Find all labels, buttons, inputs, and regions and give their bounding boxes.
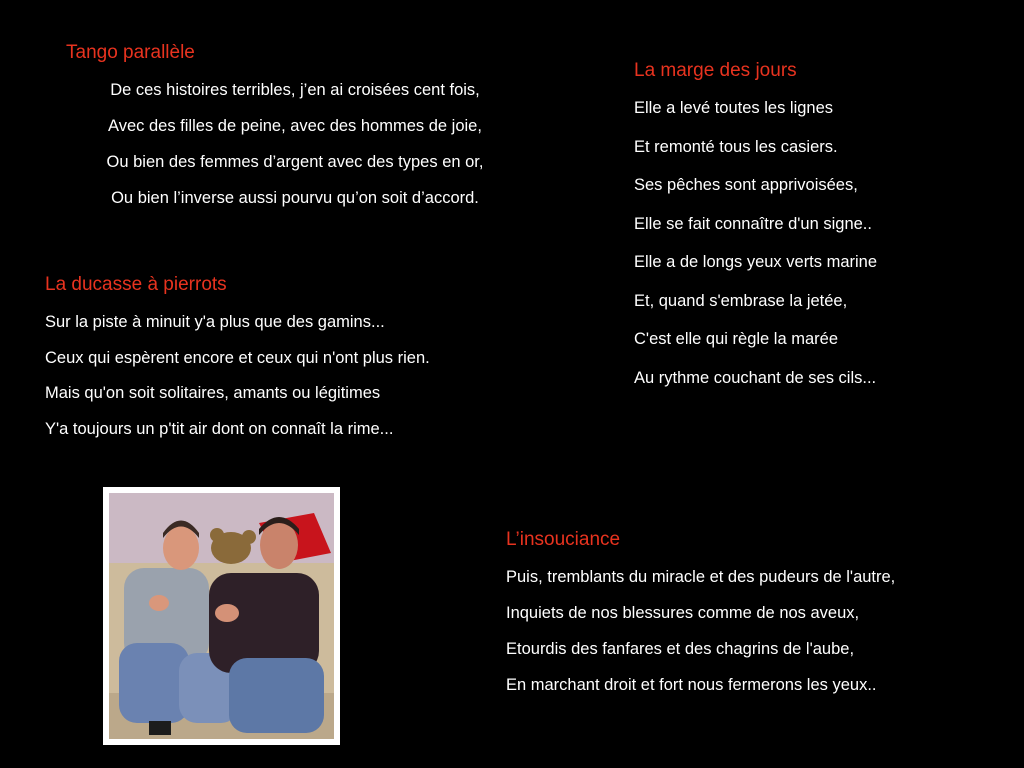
poem-lines [45, 312, 565, 439]
poem-line: Y'a toujours un p'tit air dont on connaît la rime... [45, 419, 394, 438]
poem-line: Ou bien des femmes d’argent avec des types en or, [106, 153, 484, 171]
poem-line: Ou bien l’inverse aussi pourvu qu’on soit d’accord. [111, 189, 479, 207]
poem-marge [634, 60, 1014, 406]
poem-insouciance [506, 529, 1016, 711]
poem-line: Et remonté tous les casiers. [634, 137, 838, 156]
poem-line: En marchant droit et fort nous fermerons les yeux.. [506, 676, 877, 694]
poem-line: De ces histoires terribles, j’en ai croisées cent fois, [110, 81, 480, 99]
poem-line: Au rythme couchant de ses cils... [634, 368, 877, 387]
poem-title: La marge des jours [634, 60, 797, 81]
poem-line: Elle a levé toutes les lignes [634, 99, 834, 117]
poem-line: Elle a de longs yeux verts marine [634, 253, 878, 271]
poem-tango [60, 42, 530, 224]
poem-line: C'est elle qui règle la marée [634, 330, 839, 348]
poem-line: Mais qu'on soit solitaires, amants ou légitimes [45, 384, 381, 402]
poem-line: Sur la piste à minuit y'a plus que des gamins... [45, 313, 385, 331]
poem-line: Ses pêches sont apprivoisées, [634, 176, 858, 194]
poem-line: Etourdis des fanfares et des chagrins de l'aube, [506, 640, 855, 658]
poem-title: La ducasse à pierrots [45, 274, 227, 295]
photo-image [109, 493, 334, 739]
poem-lines [634, 98, 1014, 388]
poem-ducasse [45, 274, 565, 454]
poem-line: Inquiets de nos blessures comme de nos aveux, [506, 604, 860, 622]
poem-title: Tango parallèle [66, 42, 195, 63]
poem-line: Avec des filles de peine, avec des hommes de joie, [108, 117, 482, 135]
poem-line: Puis, tremblants du miracle et des pudeurs de l'autre, [506, 568, 896, 586]
poem-title: L’insouciance [506, 529, 621, 550]
poem-lines [506, 567, 1016, 695]
poem-line: Ceux qui espèrent encore et ceux qui n'ont plus rien. [45, 348, 430, 367]
poem-line: Et, quand s'embrase la jetée, [634, 291, 848, 310]
poem-line: Elle se fait connaître d'un signe.. [634, 214, 872, 233]
poem-lines [60, 80, 530, 208]
photo [103, 487, 340, 745]
